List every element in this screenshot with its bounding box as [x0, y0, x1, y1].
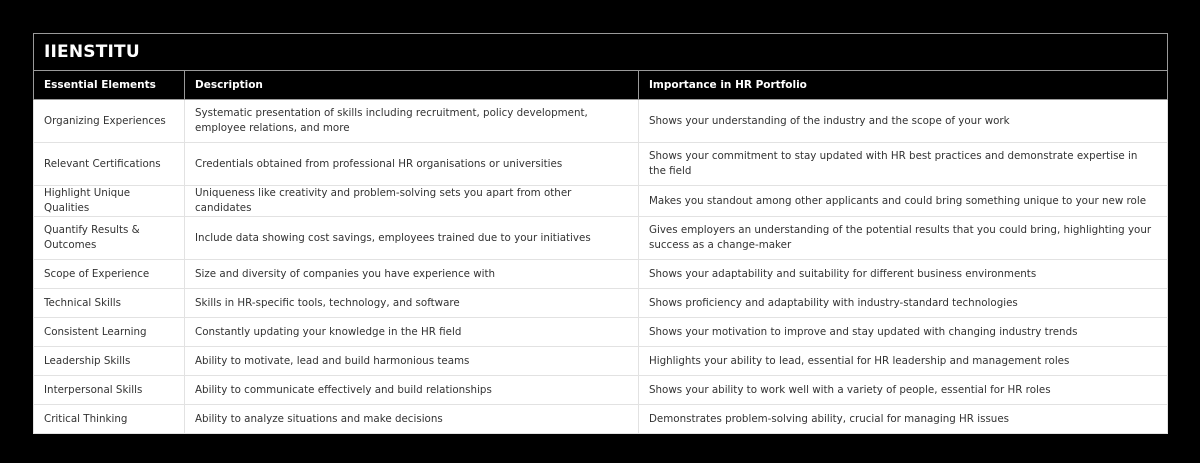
cell-importance: Shows your ability to work well with a variety of people, essential for HR roles [639, 376, 1168, 405]
table-header-row [34, 71, 1168, 100]
cell-importance: Highlights your ability to lead, essential for HR leadership and management roles [639, 347, 1168, 376]
cell-description: Ability to communicate effectively and build relationships [185, 376, 639, 405]
table-row [34, 347, 1168, 376]
cell-importance: Shows your motivation to improve and stay updated with changing industry trends [639, 318, 1168, 347]
hr-portfolio-table [33, 33, 1168, 434]
table-title: IIENSTITU [34, 34, 1168, 71]
cell-importance: Shows proficiency and adaptability with industry-standard technologies [639, 289, 1168, 318]
cell-description: Systematic presentation of skills including recruitment, policy development, employee relations, and more [185, 100, 639, 143]
cell-element: Quantify Results & Outcomes [34, 217, 185, 260]
cell-importance: Gives employers an understanding of the potential results that you could bring, highlighting your success as a change-maker [639, 217, 1168, 260]
cell-importance: Makes you standout among other applicants and could bring something unique to your new role [639, 186, 1168, 217]
column-header-description: Description [185, 71, 639, 100]
table-row [34, 260, 1168, 289]
table-row [34, 217, 1168, 260]
cell-element: Highlight Unique Qualities [34, 186, 185, 217]
cell-element: Scope of Experience [34, 260, 185, 289]
cell-element: Consistent Learning [34, 318, 185, 347]
cell-description: Ability to motivate, lead and build harmonious teams [185, 347, 639, 376]
column-header-importance: Importance in HR Portfolio [639, 71, 1168, 100]
table-row [34, 376, 1168, 405]
cell-description: Credentials obtained from professional HR organisations or universities [185, 143, 639, 186]
cell-description: Skills in HR-specific tools, technology, and software [185, 289, 639, 318]
cell-element: Critical Thinking [34, 405, 185, 434]
cell-element: Leadership Skills [34, 347, 185, 376]
cell-importance: Demonstrates problem-solving ability, crucial for managing HR issues [639, 405, 1168, 434]
cell-description: Size and diversity of companies you have experience with [185, 260, 639, 289]
cell-description: Ability to analyze situations and make decisions [185, 405, 639, 434]
table-row [34, 186, 1168, 217]
table-row [34, 100, 1168, 143]
column-header-essential-elements: Essential Elements [34, 71, 185, 100]
cell-element: Technical Skills [34, 289, 185, 318]
table-row [34, 405, 1168, 434]
table-title-row [34, 34, 1168, 71]
table-row [34, 289, 1168, 318]
cell-importance: Shows your adaptability and suitability for different business environments [639, 260, 1168, 289]
cell-element: Organizing Experiences [34, 100, 185, 143]
hr-portfolio-table-container [33, 33, 1167, 434]
cell-description: Include data showing cost savings, employees trained due to your initiatives [185, 217, 639, 260]
cell-description: Uniqueness like creativity and problem-solving sets you apart from other candidates [185, 186, 639, 217]
cell-description: Constantly updating your knowledge in the HR field [185, 318, 639, 347]
table-row [34, 318, 1168, 347]
cell-importance: Shows your commitment to stay updated with HR best practices and demonstrate expertise in the field [639, 143, 1168, 186]
cell-element: Interpersonal Skills [34, 376, 185, 405]
cell-importance: Shows your understanding of the industry and the scope of your work [639, 100, 1168, 143]
cell-element: Relevant Certifications [34, 143, 185, 186]
table-row [34, 143, 1168, 186]
